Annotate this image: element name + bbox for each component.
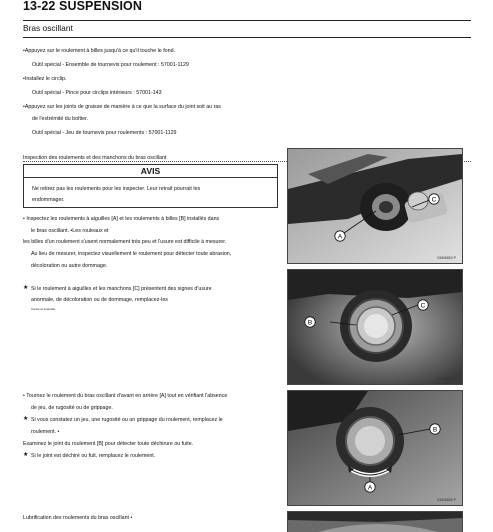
body-text: le bras oscillant. •Les rouleaux et <box>31 228 109 234</box>
callout-label: B <box>432 426 438 434</box>
callout-label: A <box>367 484 373 492</box>
small-text: comme un ensemble. <box>31 308 56 311</box>
step-text: •Installez le circlip. <box>23 76 67 82</box>
notice-text: Ne retirez pas les roulements pour les inspecter. Leur retrait pourrait les <box>32 186 201 192</box>
star-icon: ★ <box>23 285 29 291</box>
body-text: Si le joint est déchiré ou fuit, remplacez le roulement. <box>31 453 156 459</box>
body-text: Si vous constatez un jeu, une rugosité ou un grippage du roulement, remplacez le <box>31 417 223 423</box>
body-text: décoloration ou autre dommage. <box>31 263 108 269</box>
special-tool-text: Outil spécial - Pince pour circlips intérieurs : 57001-143 <box>32 90 162 96</box>
body-text: Si le roulement à aiguilles et les manchons [C] présentent des signes d'usure <box>31 286 212 292</box>
notice-box <box>23 164 278 208</box>
body-text: • Inspectez les roulements à aiguilles [A] et les roulements à billes [B] installés dans <box>23 216 220 222</box>
figure-bearing-sleeve-photo <box>287 269 463 385</box>
figure-4-illustration <box>288 512 462 532</box>
notice-title: AVIS <box>24 166 277 178</box>
body-text: Examinez le joint du roulement [B] pour détecter toute déchirure ou fuite. <box>23 441 194 447</box>
figure-3-illustration <box>288 391 462 505</box>
figure-1-illustration <box>288 149 462 263</box>
inspection-heading: Inspection des roulements et des manchons du bras oscillant <box>23 155 167 161</box>
figure-caption: GM06854 P <box>436 377 456 381</box>
figure-lubrication-photo <box>287 511 463 532</box>
body-text: de jeu, de rugosité ou de grippage. <box>31 405 113 411</box>
figure-2-illustration <box>288 270 462 384</box>
body-text: anormale, de décoloration ou de dommage, remplacez-les <box>31 297 168 303</box>
body-text: • Tournez le roulement du bras oscillant d'avant en arrière [A] tout en vérifiant l'absence <box>23 393 228 399</box>
step-text: •Appuyez sur les joints de graisse de manière à ce que la surface du joint soit au ras <box>23 104 221 110</box>
header-rule <box>23 20 471 21</box>
step-text: de l'extrémité du boîtier. <box>32 116 89 122</box>
notice-text: endommager. <box>32 197 65 203</box>
star-icon: ★ <box>23 452 29 458</box>
lubrication-heading: Lubrification des roulements du bras oscillant • <box>23 515 133 521</box>
special-tool-text: Outil spécial - Ensemble de tournevis pour roulement : 57001-1129 <box>32 62 189 68</box>
callout-label: A <box>337 233 343 241</box>
figure-caption: GM06855 P <box>436 498 456 502</box>
figure-swingarm-bearing-photo <box>287 148 463 264</box>
callout-label: C <box>431 196 437 204</box>
callout-label: C <box>420 302 426 310</box>
step-text: •Appuyez sur le roulement à billes jusqu'à ce qu'il touche le fond. <box>23 48 175 54</box>
body-text: les billes d'un roulement s'usent normalement très peu et l'usure est difficile à mesurer. <box>23 239 227 245</box>
star-icon: ★ <box>23 416 29 422</box>
callout-label: B <box>307 319 313 327</box>
figure-caption: GM06853 P <box>436 256 456 260</box>
section-title: Bras oscillant <box>23 23 73 33</box>
section-rule <box>23 37 471 38</box>
body-text: Au lieu de mesurer, inspectez visuellement le roulement pour détecter toute abrasion, <box>31 251 232 257</box>
special-tool-text: Outil spécial - Jeu de tournevis pour roulements : 57001-1129 <box>32 130 177 136</box>
page-title: 13-22 SUSPENSION <box>23 0 143 13</box>
body-text: roulement. • <box>31 429 60 435</box>
figure-bearing-rotation-photo <box>287 390 463 506</box>
